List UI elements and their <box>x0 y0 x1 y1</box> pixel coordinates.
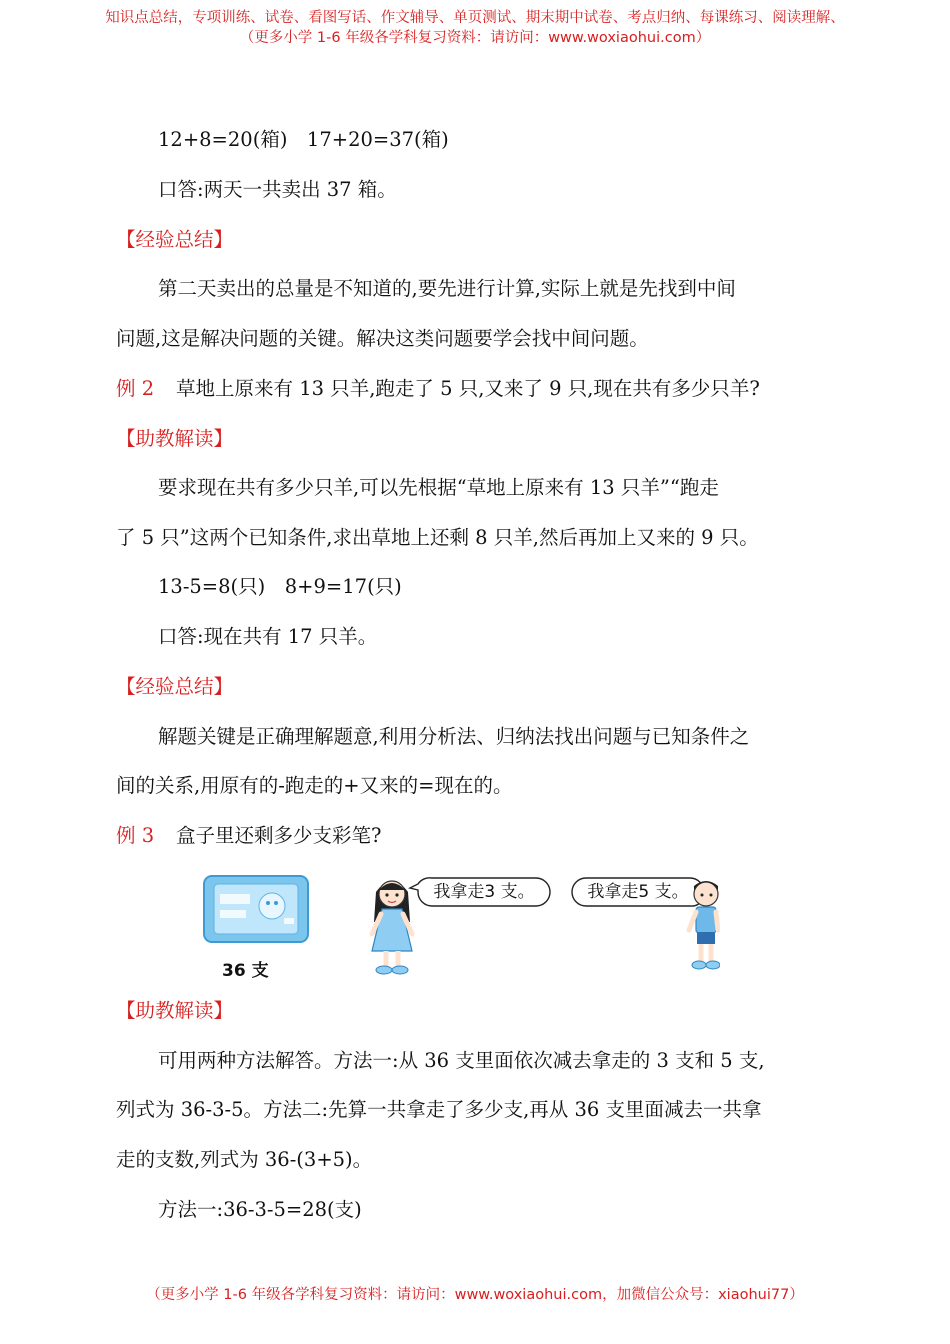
summary-1-line-1: 第二天卖出的总量是不知道的,要先进行计算,实际上就是先找到中间 <box>158 277 736 300</box>
page-header <box>0 8 950 48</box>
boy-speech-text: 我拿走5 支。 <box>587 882 689 902</box>
boy-figure-icon <box>689 881 720 969</box>
method-1-calculation: 方法一:36-3-5=28(支) <box>158 1198 362 1221</box>
summary-heading-2: 【经验总结】 <box>116 675 234 698</box>
example-3-label: 例 3 <box>116 824 155 847</box>
example-2-text: 草地上原来有 13 只羊,跑走了 5 只,又来了 9 只,现在共有多少只羊? <box>176 377 760 400</box>
pencil-box-icon <box>204 876 308 942</box>
summary-1-line-2: 问题,这是解决问题的关键。解决这类问题要学会找中间问题。 <box>116 327 649 350</box>
example-2-label: 例 2 <box>116 377 155 400</box>
answer-2: 口答:现在共有 17 只羊。 <box>158 625 378 648</box>
assist-2-line-1: 可用两种方法解答。方法一:从 36 支里面依次减去拿走的 3 支和 5 支, <box>158 1049 765 1072</box>
summary-2-line-2: 间的关系,用原有的-跑走的+又来的=现在的。 <box>116 774 513 797</box>
assist-heading-1: 【助教解读】 <box>116 427 234 450</box>
assist-2-line-3: 走的支数,列式为 36-(3+5)。 <box>116 1148 373 1171</box>
example-3-text: 盒子里还剩多少支彩笔? <box>176 824 382 847</box>
summary-2-line-1: 解题关键是正确理解题意,利用分析法、归纳法找出问题与已知条件之 <box>158 725 750 748</box>
calculation-1: 12+8=20(箱) 17+20=37(箱) <box>158 128 449 151</box>
pencil-box-caption: 36 支 <box>222 961 269 981</box>
answer-1: 口答:两天一共卖出 37 箱。 <box>158 178 397 201</box>
assist-heading-2: 【助教解读】 <box>116 999 234 1022</box>
girl-speech-text: 我拿走3 支。 <box>433 882 535 902</box>
header-line-1: 知识点总结，专项训练、试卷、看图写话、作文辅导、单页测试、期末期中试卷、考点归纳、每课练习、阅读理解、 <box>105 10 845 26</box>
summary-heading-1: 【经验总结】 <box>116 228 234 251</box>
example-3 <box>116 823 381 849</box>
assist-1-line-2: 了 5 只”这两个已知条件,求出草地上还剩 8 只羊,然后再加上又来的 9 只。 <box>116 526 759 549</box>
calculation-2: 13-5=8(只) 8+9=17(只) <box>158 575 402 598</box>
assist-2-line-2: 列式为 36-3-5。方法二:先算一共拿走了多少支,再从 36 支里面减去一共拿 <box>116 1098 762 1121</box>
header-line-2: （更多小学 1-6 年级各学科复习资料：请访问：www.woxiaohui.com） <box>239 30 711 46</box>
assist-1-line-1: 要求现在共有多少只羊,可以先根据“草地上原来有 13 只羊”“跑走 <box>158 476 719 499</box>
example-3-illustration <box>200 872 720 982</box>
example-2 <box>116 376 760 402</box>
girl-figure-icon <box>372 881 412 974</box>
page-footer: （更多小学 1-6 年级各学科复习资料：请访问：www.woxiaohui.com，加微信公众号：xiaohui77） <box>146 1287 804 1303</box>
